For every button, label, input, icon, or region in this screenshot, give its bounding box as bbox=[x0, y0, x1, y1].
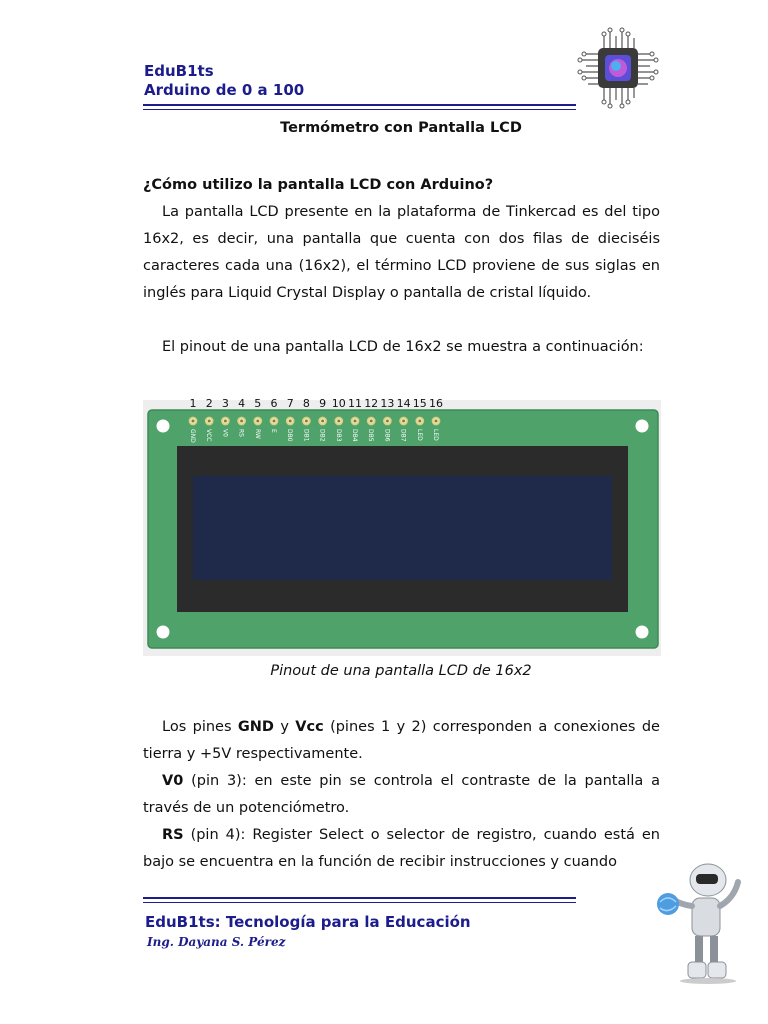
pin-pad-hole-10 bbox=[337, 420, 340, 423]
footer-rule-bottom bbox=[143, 902, 576, 903]
pin-label-7: DB0 bbox=[286, 429, 294, 442]
pin-pad-hole-4 bbox=[240, 420, 243, 423]
pin-pad-hole-16 bbox=[435, 420, 438, 423]
pin-number-7: 7 bbox=[286, 397, 294, 410]
pin-label-15: LED bbox=[415, 429, 423, 441]
paragraph-pinout-intro-text: El pinout de una pantalla LCD de 16x2 se muestra a continuación: bbox=[162, 339, 644, 355]
p3-text-b: y bbox=[273, 719, 296, 735]
pin-number-15: 15 bbox=[412, 397, 427, 410]
mount-hole-bottom-right bbox=[636, 626, 649, 639]
paragraph-pinout-intro bbox=[143, 334, 660, 361]
pin-label-14: DB7 bbox=[399, 429, 407, 442]
pin-number-11: 11 bbox=[348, 397, 362, 410]
paragraph-lcd-intro-text: La pantalla LCD presente en la plataforma de Tinkercad es del tipo 16x2, es decir, una pantalla que cuenta con dos filas de dieciséis caracteres cada una (16x2), el término LCD proviene de sus siglas en inglés para Liquid Crystal Display o pantalla de cristal líquido. bbox=[143, 204, 660, 301]
pin-pad-hole-12 bbox=[370, 420, 373, 423]
p3-text-c: (pines 1 y 2) corresponden a conexiones de tierra y +5V respectivamente. bbox=[143, 719, 660, 762]
pin-label-8: DB1 bbox=[302, 429, 310, 442]
pin-pad-hole-11 bbox=[354, 420, 357, 423]
header-rule-bottom bbox=[143, 109, 576, 110]
pin-pad-hole-3 bbox=[224, 420, 227, 423]
pin-pad-hole-7 bbox=[289, 420, 292, 423]
lcd-screen bbox=[193, 476, 612, 580]
pin-pad-hole-13 bbox=[386, 420, 389, 423]
section-heading: ¿Cómo utilizo la pantalla LCD con Arduino? bbox=[143, 177, 494, 193]
pin-number-14: 14 bbox=[396, 397, 411, 410]
pin-label-4: RS bbox=[237, 429, 245, 437]
header-block bbox=[144, 62, 304, 100]
pin-label-9: DB2 bbox=[318, 429, 326, 442]
footer-rule-top bbox=[143, 897, 576, 899]
footer-org: EduB1ts: Tecnología para la Educación bbox=[145, 913, 471, 931]
paragraph-v0 bbox=[143, 768, 660, 822]
footer-author: Ing. Dayana S. Pérez bbox=[147, 935, 286, 949]
robot-mascot-icon bbox=[652, 858, 748, 984]
term-rs: RS bbox=[162, 827, 184, 843]
paragraph-rs bbox=[143, 822, 660, 876]
p4-text: (pin 3): en este pin se controla el contraste de la pantalla a través de un potenciómetro. bbox=[143, 773, 660, 816]
pin-number-16: 16 bbox=[429, 397, 443, 410]
pin-number-9: 9 bbox=[319, 397, 327, 410]
pin-pad-hole-1 bbox=[192, 420, 195, 423]
pin-label-6: E bbox=[270, 429, 277, 433]
pin-number-3: 3 bbox=[221, 397, 229, 410]
mount-hole-top-left bbox=[157, 420, 170, 433]
paragraph-lcd-intro bbox=[143, 199, 660, 307]
pin-number-1: 1 bbox=[189, 397, 197, 410]
pin-label-3: V0 bbox=[221, 429, 229, 437]
header-course: Arduino de 0 a 100 bbox=[144, 81, 305, 99]
term-v0: V0 bbox=[162, 773, 184, 789]
p3-text-a: Los pines bbox=[162, 719, 238, 735]
page-title: Termómetro con Pantalla LCD bbox=[280, 120, 522, 136]
pin-pad-hole-8 bbox=[305, 420, 308, 423]
pin-number-10: 10 bbox=[331, 397, 346, 410]
pin-number-8: 8 bbox=[302, 397, 310, 410]
term-vcc: Vcc bbox=[295, 719, 324, 735]
pin-label-16: LED bbox=[432, 429, 439, 441]
header-brand: EduB1ts bbox=[144, 62, 214, 80]
pin-label-1: GND bbox=[189, 429, 196, 443]
paragraph-gnd-vcc bbox=[143, 714, 660, 768]
pin-number-5: 5 bbox=[254, 397, 262, 410]
pin-pad-hole-9 bbox=[321, 420, 324, 423]
pin-number-6: 6 bbox=[270, 397, 278, 410]
pin-number-12: 12 bbox=[364, 397, 379, 410]
lcd-pinout-figure bbox=[143, 394, 661, 656]
pin-number-2: 2 bbox=[205, 397, 213, 410]
pin-label-11: DB4 bbox=[351, 429, 358, 442]
pin-number-4: 4 bbox=[238, 397, 246, 410]
pin-pad-hole-2 bbox=[208, 420, 211, 423]
pin-number-13: 13 bbox=[380, 397, 395, 410]
pin-pad-hole-14 bbox=[402, 420, 405, 423]
pin-label-12: DB5 bbox=[367, 429, 375, 442]
pin-label-2: VCC bbox=[205, 429, 213, 442]
figure-caption: Pinout de una pantalla LCD de 16x2 bbox=[270, 663, 532, 679]
pin-pad-hole-15 bbox=[418, 420, 421, 423]
mount-hole-top-right bbox=[636, 420, 649, 433]
chip-logo-icon bbox=[576, 26, 660, 110]
p5-text: (pin 4): Register Select o selector de registro, cuando está en bajo se encuentra en la función de recibir instrucciones y cuando bbox=[143, 827, 660, 870]
pin-pad-hole-5 bbox=[256, 420, 259, 423]
pin-label-13: DB6 bbox=[383, 429, 391, 442]
pin-pad-hole-6 bbox=[273, 420, 276, 423]
mount-hole-bottom-left bbox=[157, 626, 170, 639]
pin-label-5: RW bbox=[253, 429, 261, 439]
pin-label-10: DB3 bbox=[334, 429, 342, 442]
term-gnd: GND bbox=[237, 719, 274, 735]
header-rule-top bbox=[143, 104, 576, 106]
